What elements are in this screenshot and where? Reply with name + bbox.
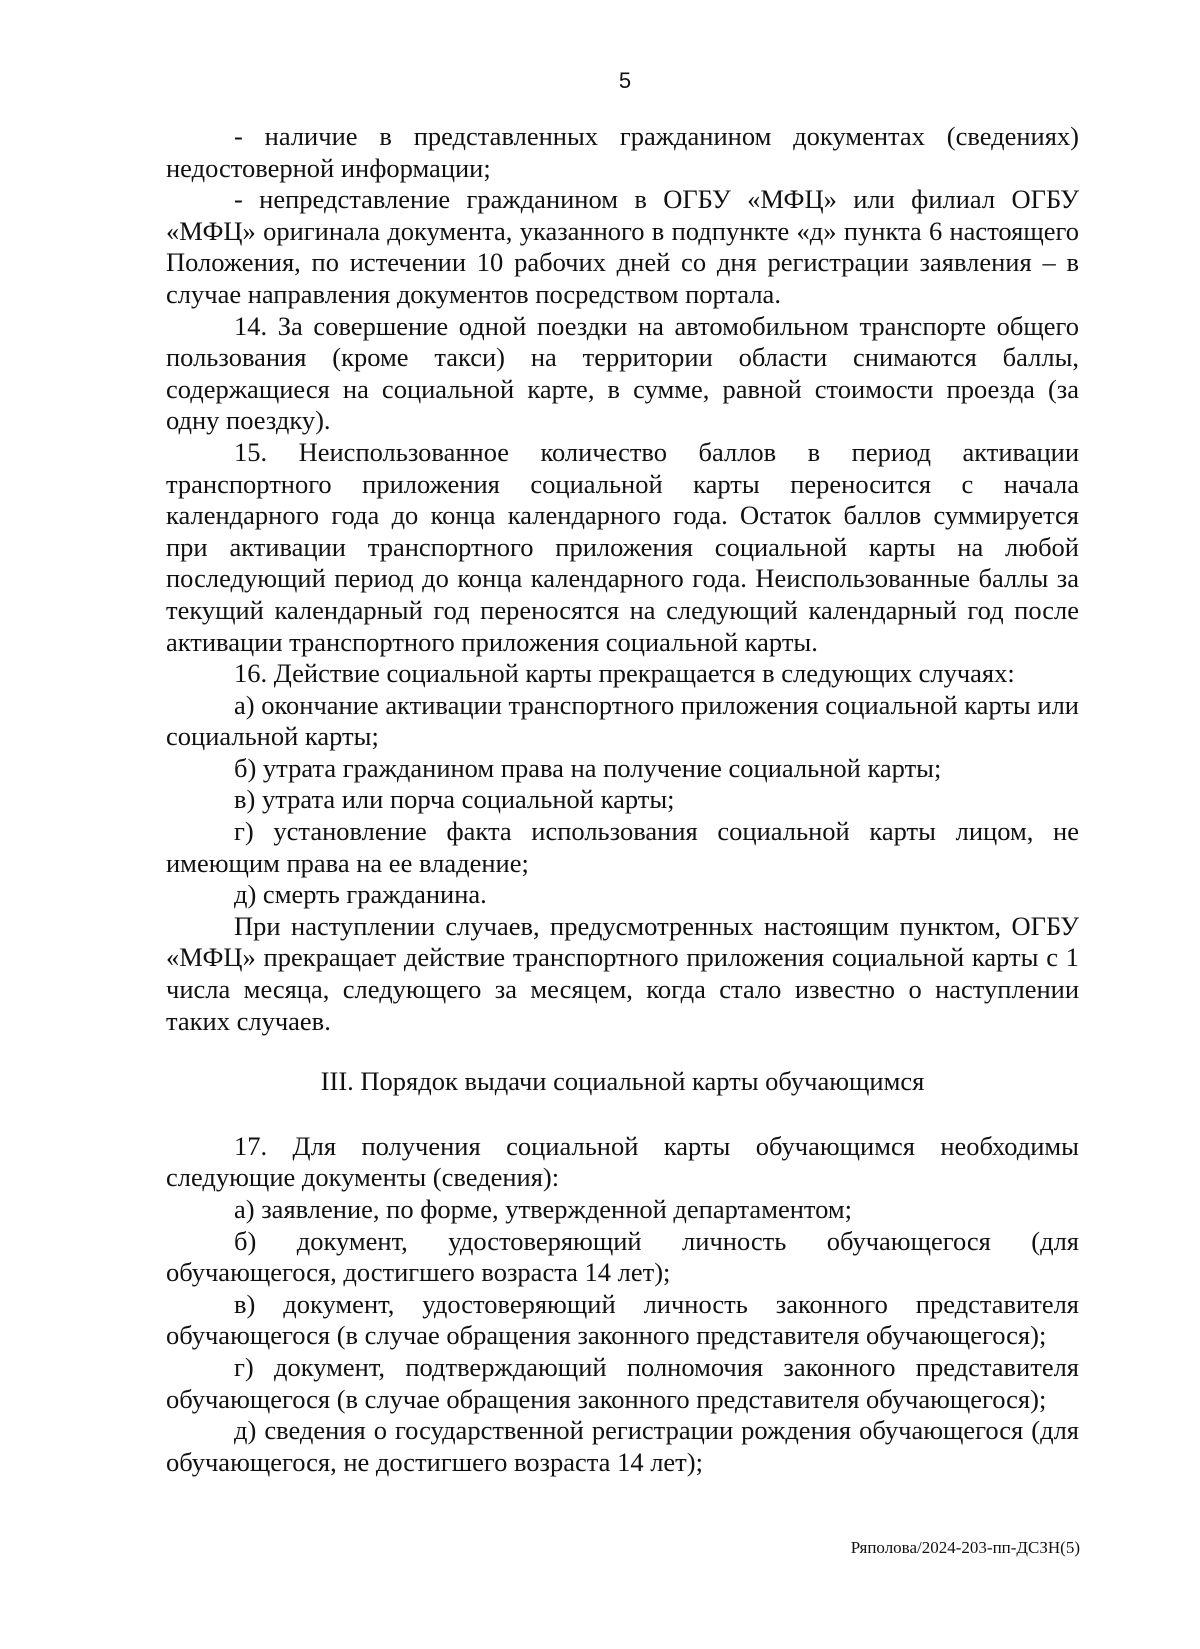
- document-body: [166, 121, 1079, 1478]
- paragraph-item-16-b: б) утрата гражданином права на получение социальной карты;: [234, 752, 942, 783]
- document-code-footer: Ряполова/2024-203-пп-ДСЗН(5): [850, 1538, 1080, 1557]
- paragraph-item-16-g: г) установление факта использования социальной карты лицом, не имеющим права на ее владение;: [166, 816, 1079, 878]
- paragraph-item-17-d: д) сведения о государственной регистрации рождения обучающегося (для обучающегося, не достигшего возраста 14 лет);: [166, 1415, 1079, 1477]
- paragraph-item-17-b: б) документ, удостоверяющий личность обучающегося (для обучающегося, достигшего возраста 14 лет);: [166, 1225, 1079, 1288]
- paragraph-original-not-provided: - непредставление гражданином в ОГБУ «МФЦ» или филиал ОГБУ «МФЦ» оригинала документа, указанного в подпункте «д» пункта 6 настоящего Положения, по истечении 10 рабочих дней со дня регистрации заявления – в случае направления документов посредством портала.: [166, 184, 1079, 309]
- paragraph-item-15: 15. Неиспользованное количество баллов в период активации транспортного приложения социальной карты переносится с начала календарного года до конца календарного года. Остаток баллов суммируется при активации транспортного приложения социальной карты на любой последующий период до конца календарного года. Неиспользованные баллы за текущий календарный год переносятся на следующий календарный год после активации транспортного приложения социальной карты.: [166, 436, 1079, 657]
- paragraph-item-17-v: в) документ, удостоверяющий личность законного представителя обучающегося (в случае обращения законного представителя обучающегося);: [166, 1288, 1079, 1351]
- paragraph-item-16-consequence: При наступлении случаев, предусмотренных настоящим пунктом, ОГБУ «МФЦ» прекращает действие транспортного приложения социальной карты с 1 числа месяца, следующего за месяцем, когда стало известно о наступлении таких случаев.: [166, 910, 1079, 1036]
- page-number: 5: [618, 68, 632, 93]
- paragraph-item-17: 17. Для получения социальной карты обучающимся необходимы следующие документы (сведения):: [166, 1130, 1079, 1193]
- paragraph-item-17-a: а) заявление, по форме, утвержденной департаментом;: [234, 1194, 853, 1224]
- section-heading: III. Порядок выдачи социальной карты обучающимся: [320, 1066, 925, 1097]
- paragraph-unreliable-info: - наличие в представленных гражданином документах (сведениях) недостоверной информации;: [166, 121, 1079, 183]
- paragraph-item-16-d: д) смерть гражданина.: [234, 879, 487, 910]
- paragraph-item-16: 16. Действие социальной карты прекращается в следующих случаях:: [234, 658, 1015, 689]
- paragraph-item-16-v: в) утрата или порча социальной карты;: [234, 784, 675, 815]
- paragraph-item-16-a: а) окончание активации транспортного приложения социальной карты или социальной карты;: [166, 689, 1079, 752]
- paragraph-item-14: 14. За совершение одной поездки на автомобильном транспорте общего пользования (кроме такси) на территории области снимаются баллы, содержащиеся на социальной карте, в сумме, равной стоимости проезда (за одну поездку).: [166, 310, 1079, 436]
- paragraph-item-17-g: г) документ, подтверждающий полномочия законного представителя обучающегося (в случае обращения законного представителя обучающегося);: [166, 1351, 1079, 1414]
